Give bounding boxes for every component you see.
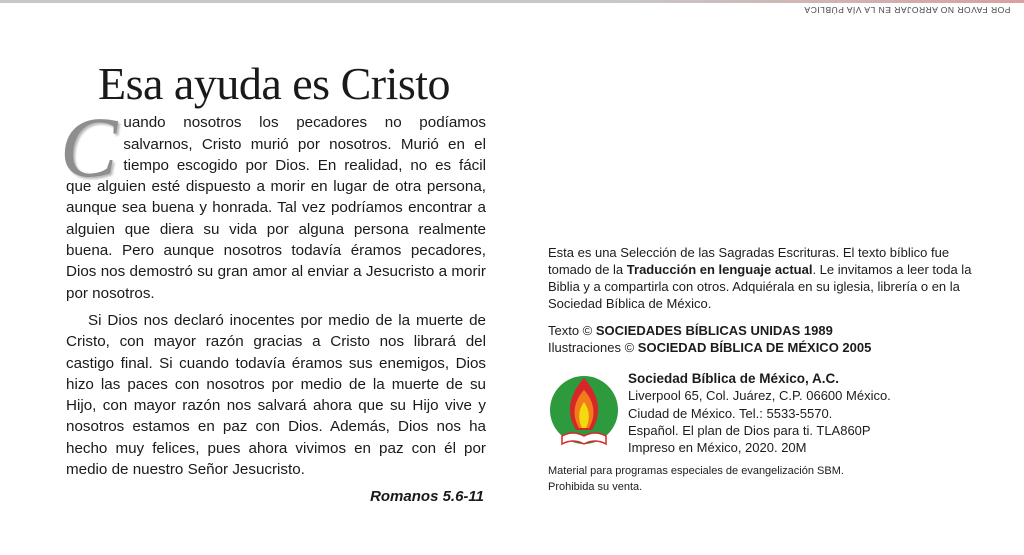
credits xyxy=(548,322,978,356)
intro-part-b: . Le invitamos a leer toda la Biblia y a compartirla con otros. Adquiérala en su iglesia, librería o en la Sociedad Bíblica de México. xyxy=(548,262,972,311)
intro-text xyxy=(548,244,978,312)
article xyxy=(60,58,486,506)
publication-info xyxy=(548,244,978,495)
illustration-credit-label: Ilustraciones © xyxy=(548,340,638,355)
organization-name: Sociedad Bíblica de México, A.C. xyxy=(628,371,840,386)
footer-line-1: Material para programas especiales de evangelización SBM. xyxy=(548,465,844,477)
footer-line-2: Prohibida su venta. xyxy=(548,480,643,493)
bible-society-logo-icon xyxy=(548,370,620,454)
edition-code: Español. El plan de Dios para ti. TLA860P xyxy=(628,422,871,438)
text-credit-label: Texto © xyxy=(548,323,596,338)
footer-note xyxy=(548,464,978,495)
translation-name: Traducción en lenguaje actual xyxy=(626,262,813,277)
article-paragraph-2: Si Dios nos declaró inocentes por medio de la muerte de Cristo, con mayor razón gracias a Cristo nos librará del castigo final. Si cuando todavía éramos sus enemigos, Dios hizo las paces con nosotros por medio de la muerte de su Hijo, con mayor razón nos salvará ahora que su Hijo vive y nosotros estamos en paz con Dios. Además, Dios nos ha hecho muy felices, pues ahora vivimos en paz con él por medio de nuestro Señor Jesucristo. xyxy=(66,311,486,479)
text-credit-owner: SOCIEDADES BÍBLICAS UNIDAS 1989 xyxy=(595,323,833,338)
illustration-credit xyxy=(548,340,871,355)
organization-details xyxy=(628,370,891,456)
illustration-credit-owner: SOCIEDAD BÍBLICA DE MÉXICO 2005 xyxy=(637,340,872,355)
flipped-notice: POR FAVOR NO ARROJAR EN LA VÍA PÚBLICA xyxy=(803,5,1010,15)
text-credit xyxy=(548,323,833,338)
scripture-reference: Romanos 5.6-11 xyxy=(370,488,484,506)
article-paragraph-1 xyxy=(60,99,486,304)
organization-block xyxy=(548,370,978,454)
drop-cap: C xyxy=(60,99,118,196)
paragraph-1-text: uando nosotros los pecadores no podíamos salvarnos, Cristo murió por nosotros. Murió en el tiempo escogido por Dios. En realidad, no es fácil que alguien esté dispuesto a morir en lugar de otra persona, aunque sea buena y honrada. Tal vez podríamos encontrar a alguien que diera su vida por alguna persona realmente buena. Pero aunque nosotros todavía éramos pecadores, Dios nos demostró su gran amor al enviar a Jesucristo a morir por nosotros. xyxy=(66,114,486,302)
print-info: Impreso en México, 2020. 20M xyxy=(628,440,807,456)
intro-part-a: Esta es una Selección de las Sagradas Escrituras. El texto bíblico fue tomado de la xyxy=(548,245,950,277)
article-title: Esa ayuda es Cristo xyxy=(98,58,451,109)
top-rule xyxy=(0,0,1024,3)
organization-address: Liverpool 65, Col. Juárez, C.P. 06600 México. xyxy=(628,388,891,404)
organization-city-phone: Ciudad de México. Tel.: 5533-5570. xyxy=(628,405,833,421)
